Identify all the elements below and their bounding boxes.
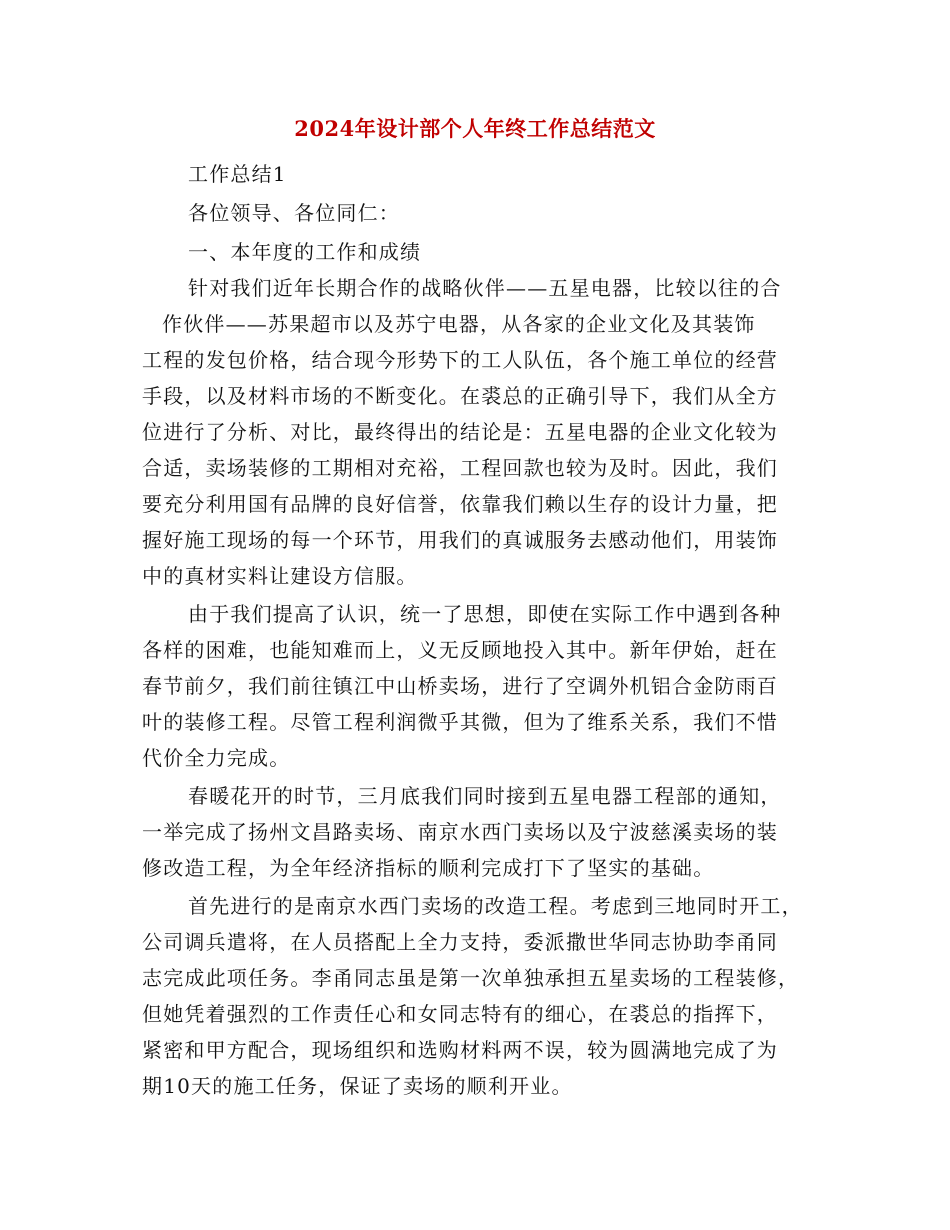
paragraph-line: 春节前夕，我们前往镇江中山桥卖场，进行了空调外机铝合金防雨百 bbox=[142, 674, 778, 698]
paragraph-line: 针对我们近年长期合作的战略伙伴——五星电器，比较以往的合 bbox=[188, 276, 782, 300]
paragraph-line: 位进行了分析、对比，最终得出的结论是：五星电器的企业文化较为 bbox=[142, 420, 778, 444]
paragraph-line: 代价全力完成。 bbox=[142, 746, 291, 770]
paragraph-line: 一举完成了扬州文昌路卖场、南京水西门卖场以及宁波慈溪卖场的装 bbox=[142, 820, 778, 844]
paragraph-line: 由于我们提高了认识，统一了思想，即使在实际工作中遇到各种 bbox=[188, 602, 782, 626]
paragraph-line: 叶的装修工程。尽管工程利润微乎其微，但为了维系关系，我们不惜 bbox=[142, 710, 778, 734]
paragraph-line: 修改造工程，为全年经济指标的顺利完成打下了坚实的基础。 bbox=[142, 856, 715, 880]
paragraph-line: 志完成此项任务。李甬同志虽是第一次单独承担五星卖场的工程装修， bbox=[142, 966, 800, 990]
paragraph-line: 紧密和甲方配合，现场组织和选购材料两不误，较为圆满地完成了为 bbox=[142, 1038, 778, 1062]
paragraph-line: 作伙伴——苏果超市以及苏宁电器，从各家的企业文化及其装饰 bbox=[162, 312, 756, 336]
document-title: 2024年设计部个人年终工作总结范文 bbox=[294, 116, 656, 141]
paragraph-line: 各样的困难，也能知难而上，义无反顾地投入其中。新年伊始，赶在 bbox=[142, 638, 778, 662]
paragraph-line: 握好施工现场的每一个环节，用我们的真诚服务去感动他们，用装饰 bbox=[142, 528, 778, 552]
paragraph-line: 首先进行的是南京水西门卖场的改造工程。考虑到三地同时开工， bbox=[188, 894, 803, 918]
paragraph-line: 工程的发包价格，结合现今形势下的工人队伍，各个施工单位的经营 bbox=[142, 348, 778, 372]
paragraph-line: 期10天的施工任务，保证了卖场的顺利开业。 bbox=[142, 1074, 573, 1098]
paragraph-line: 手段，以及材料市场的不断变化。在裘总的正确引导下，我们从全方 bbox=[142, 384, 778, 408]
paragraph-line: 合适，卖场装修的工期相对充裕，工程回款也较为及时。因此，我们 bbox=[142, 456, 778, 480]
section-heading: 工作总结1 bbox=[188, 162, 287, 186]
paragraph-line: 春暖花开的时节，三月底我们同时接到五星电器工程部的通知， bbox=[188, 784, 782, 808]
paragraph-line: 公司调兵遣将，在人员搭配上全力支持，委派撒世华同志协助李甬同 bbox=[142, 930, 778, 954]
subsection-heading: 一、本年度的工作和成绩 bbox=[188, 240, 422, 264]
paragraph-line: 要充分利用国有品牌的良好信誉，依靠我们赖以生存的设计力量，把 bbox=[142, 492, 778, 516]
paragraph-line: 但她凭着强烈的工作责任心和女同志特有的细心，在裘总的指挥下， bbox=[142, 1002, 778, 1026]
paragraph-line: 中的真材实料让建设方信服。 bbox=[142, 564, 418, 588]
salutation: 各位领导、各位同仁： bbox=[188, 201, 400, 225]
